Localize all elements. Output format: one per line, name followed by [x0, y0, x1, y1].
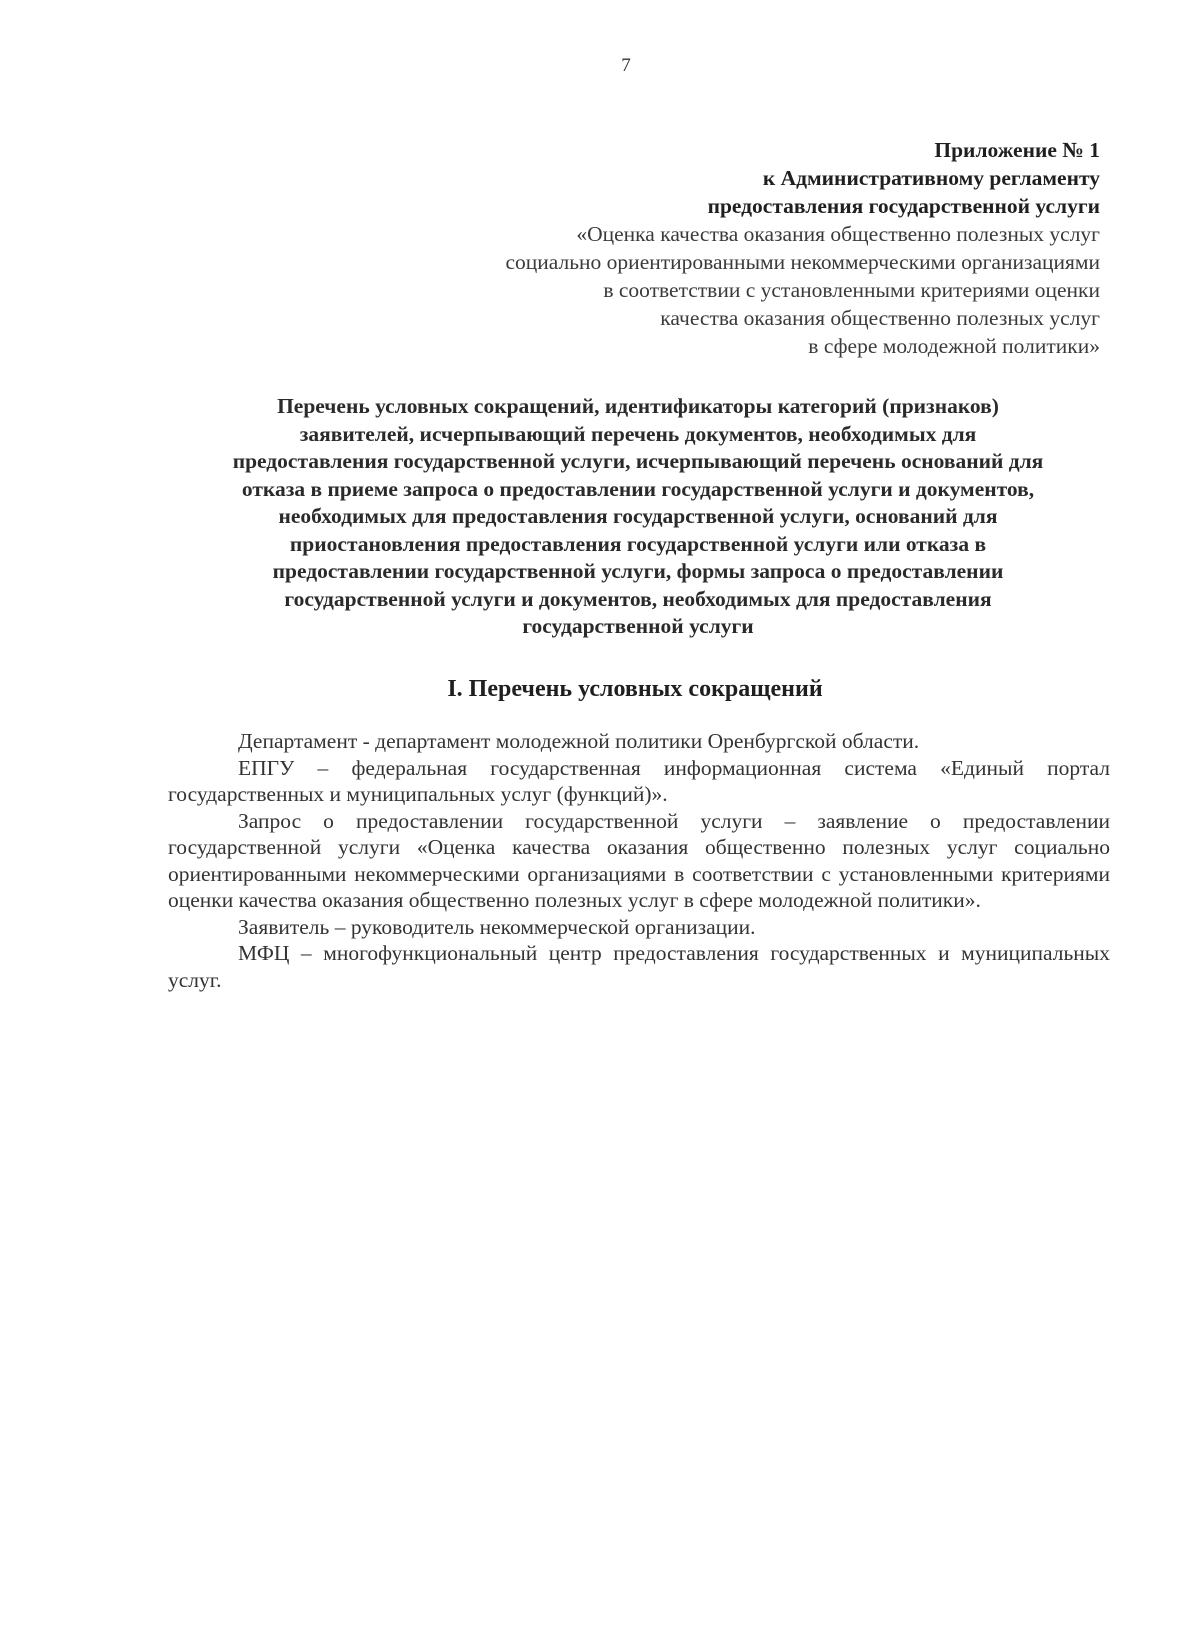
appendix-service-name-line: в соответствии с установленными критериями оценки	[603, 278, 1100, 302]
title-line: государственной услуги и документов, необходимых для предоставления	[284, 586, 992, 611]
section-body	[168, 728, 1110, 993]
appendix-regulation-ref: к Административному регламенту	[762, 166, 1100, 190]
title-line: Перечень условных сокращений, идентификаторы категорий (признаков)	[277, 394, 999, 418]
title-line: приостановления предоставления государственной услуги или отказа в	[289, 531, 987, 556]
definition-epgu: ЕПГУ – федеральная государственная информационная система «Единый портал государственных и муниципальных услуг (функций)».	[168, 755, 1110, 806]
definition-applicant: Заявитель – руководитель некоммерческой организации.	[238, 914, 756, 939]
appendix-service-ref: предоставления государственной услуги	[707, 194, 1100, 218]
title-line: отказа в приеме запроса о предоставлении государственной услуги и документов,	[241, 476, 1035, 501]
title-line: предоставления государственной услуги, исчерпывающий перечень оснований для	[232, 449, 1044, 473]
appendix-service-name-line: качества оказания общественно полезных услуг	[660, 306, 1100, 330]
page-number: 7	[621, 55, 631, 76]
title-line: предоставлении государственной услуги, формы запроса о предоставлении	[272, 559, 1004, 583]
title-line: заявителей, исчерпывающий перечень документов, необходимых для	[299, 421, 977, 446]
section-heading: I. Перечень условных сокращений	[447, 676, 823, 702]
appendix-header	[380, 136, 1100, 360]
appendix-service-name-line: социально ориентированными некоммерческими организациями	[505, 250, 1100, 274]
definition-mfc: МФЦ – многофункциональный центр предоставления государственных и муниципальных услуг.	[168, 941, 1110, 992]
document-title	[168, 393, 1108, 641]
definition-request: Запрос о предоставлении государственной услуги – заявление о предоставлении государственной услуги «Оценка качества оказания общественно полезных услуг социально ориентированными некоммерческими организациями в соответствии с установленными критериями оценки качества оказания общественно полезных услуг в сфере молодежной политики».	[168, 808, 1110, 912]
appendix-number: Приложение № 1	[934, 138, 1100, 162]
definition-department: Департамент - департамент молодежной политики Оренбургской области.	[238, 729, 920, 753]
appendix-service-name-line: «Оценка качества оказания общественно полезных услуг	[576, 222, 1100, 246]
title-line: государственной услуги	[522, 614, 754, 638]
title-line: необходимых для предоставления государственной услуги, оснований для	[278, 504, 998, 528]
appendix-service-name-line: в сфере молодежной политики»	[808, 334, 1100, 358]
